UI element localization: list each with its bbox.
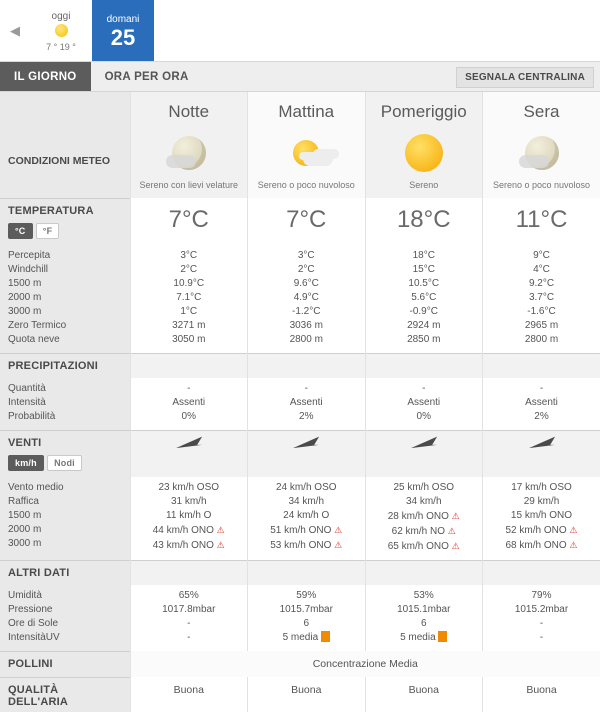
temperature-values-sera: [483, 245, 600, 354]
pollen-row: [0, 651, 600, 677]
other-spacer-sera: [483, 560, 600, 585]
value-wind-3000m-wrap: [485, 538, 598, 553]
value-wind-1500m: 11 km/h O: [166, 509, 212, 521]
other-detail-row: [0, 585, 600, 652]
other-spacer-mattina: [248, 560, 366, 585]
warning-icon: ⚠: [451, 540, 460, 551]
row-label-altri-dati: ALTRI DATI: [0, 560, 130, 585]
precip-spacer-notte: [130, 353, 248, 378]
value-intensita-uv: 5 media: [282, 631, 319, 643]
precip-spacer-pomeriggio: [365, 353, 483, 378]
unit-celsius[interactable]: °C: [8, 223, 33, 239]
value-quantita: -: [187, 382, 191, 394]
other-values-mattina: [248, 585, 366, 652]
value-probabilita: 0%: [416, 410, 431, 422]
air-quality-mattina: Buona: [248, 677, 366, 712]
big-temp-sera: 11°C: [483, 198, 600, 245]
value-wind-3000m: 65 km/h ONO: [387, 540, 449, 552]
wind-arrow-cell-notte: [130, 430, 248, 477]
value-quota-neve: 3050 m: [172, 333, 206, 345]
warning-icon: ⚠: [334, 539, 343, 550]
value-umidita: 53%: [413, 589, 434, 601]
warning-icon: ⚠: [334, 524, 343, 535]
value-wind-2000m-wrap: [368, 524, 481, 539]
sun-icon: [55, 23, 68, 41]
value-wind-2000m-wrap: [133, 523, 246, 538]
air-quality-pomeriggio: Buona: [365, 677, 483, 712]
value-wind-1500m: 15 km/h ONO: [510, 509, 573, 521]
day-number: 25: [110, 24, 136, 50]
value-percepita: 3°C: [297, 249, 315, 261]
winds-values-mattina: [248, 477, 366, 561]
value-windchill: 15°C: [412, 263, 435, 275]
row-label-pollini: POLLINI: [0, 651, 130, 677]
row-label-temperatura: [0, 198, 130, 245]
label-2000m: 2000 m: [8, 291, 42, 303]
column-header-sera: Sera: [483, 92, 600, 126]
value-2000m: 7.1°C: [176, 291, 202, 303]
value-quantita: -: [422, 382, 426, 394]
condition-description: Sereno: [409, 180, 439, 190]
label-3000m: 3000 m: [8, 305, 42, 317]
value-pressione: 1015.7mbar: [279, 603, 333, 615]
row-label-precipitazioni: PRECIPITAZIONI: [0, 353, 130, 378]
value-zero-termico: 2965 m: [524, 319, 559, 331]
value-percepita: 9°C: [533, 249, 550, 261]
other-labels: [0, 585, 130, 652]
label-wind-1500m: 1500 m: [8, 509, 42, 521]
value-wind-3000m-wrap: [250, 538, 363, 553]
value-vento-medio: 17 km/h OSO: [511, 481, 572, 493]
value-wind-3000m: 53 km/h ONO: [270, 539, 332, 551]
value-probabilita: 2%: [299, 410, 314, 422]
forecast-table: [0, 92, 600, 712]
value-umidita: 65%: [178, 589, 199, 601]
winds-detail-row: [0, 477, 600, 561]
sun-cloud-icon: [250, 130, 363, 176]
other-section-row: [0, 560, 600, 585]
row-label-conditions: CONDIZIONI METEO: [0, 92, 130, 198]
moon-cloud-icon: [485, 130, 598, 176]
condition-cell-sera: [483, 126, 600, 198]
column-header-notte: Notte: [130, 92, 248, 126]
label-pressione: Pressione: [8, 603, 53, 615]
label-probabilita: Probabilità: [8, 410, 56, 422]
day-name: domani: [106, 13, 140, 25]
label-umidita: Umidità: [8, 589, 42, 601]
value-intensita-uv: 5 media: [400, 631, 436, 643]
winds-section-row: [0, 430, 600, 477]
value-intensita: Assenti: [407, 396, 441, 408]
label-vento-medio: Vento medio: [8, 481, 64, 493]
value-probabilita: 0%: [181, 410, 196, 422]
label-percepita: Percepita: [8, 249, 51, 261]
condition-description: Sereno con lievi velature: [139, 180, 239, 190]
value-zero-termico: 2924 m: [407, 319, 441, 331]
tab-ora-per-ora[interactable]: ORA PER ORA: [104, 70, 189, 83]
value-wind-3000m: 43 km/h ONO: [152, 539, 214, 551]
value-intensita: Assenti: [172, 396, 206, 408]
temperature-values-pomeriggio: [365, 245, 483, 354]
precip-spacer-mattina: [248, 353, 366, 378]
value-zero-termico: 3036 m: [289, 319, 323, 331]
temperature-detail-row: [0, 245, 600, 354]
value-raffica: 29 km/h: [523, 495, 560, 507]
value-raffica: 31 km/h: [170, 495, 207, 507]
column-header-pomeriggio: Pomeriggio: [365, 92, 483, 126]
value-wind-1500m: 24 km/h O: [283, 509, 330, 521]
value-wind-3000m-wrap: [368, 539, 481, 554]
value-wind-2000m-wrap: [485, 523, 598, 538]
prev-day-arrow-icon[interactable]: ◀: [10, 22, 20, 38]
value-wind-3000m: 68 km/h ONO: [505, 539, 567, 551]
value-uv-wrap: [368, 631, 481, 645]
label-zero-termico: Zero Termico: [8, 319, 67, 331]
value-3000m: -0.9°C: [409, 305, 438, 317]
wind-unit-toggle[interactable]: [8, 455, 122, 471]
label-wind-2000m: 2000 m: [8, 523, 42, 535]
unit-nodi[interactable]: Nodi: [47, 455, 82, 471]
condition-description: Sereno o poco nuvoloso: [492, 180, 591, 190]
section-title: TEMPERATURA: [8, 204, 94, 217]
value-wind-2000m-wrap: [250, 523, 363, 538]
air-quality-notte: Buona: [130, 677, 248, 712]
winds-values-pomeriggio: [365, 477, 483, 561]
other-values-sera: [483, 585, 600, 652]
view-tabs: [0, 62, 600, 92]
value-ore-di-sole: 6: [303, 617, 310, 629]
value-quantita: -: [304, 382, 308, 394]
value-raffica: 34 km/h: [405, 495, 442, 507]
column-header-mattina: Mattina: [248, 92, 366, 126]
precipitation-detail-row: [0, 378, 600, 431]
value-intensita-uv: -: [539, 631, 544, 643]
value-vento-medio: 25 km/h OSO: [393, 481, 455, 493]
label-intensita: Intensità: [8, 396, 46, 408]
warning-icon: ⚠: [569, 524, 578, 535]
precipitation-labels: [0, 378, 130, 431]
unit-fahrenheit[interactable]: °F: [36, 223, 60, 239]
unit-kmh[interactable]: km/h: [8, 455, 44, 471]
warning-icon: ⚠: [451, 510, 460, 521]
wind-arrow-icon: [286, 431, 326, 453]
precipitation-section-row: [0, 353, 600, 378]
table-header-row: [0, 92, 600, 126]
condition-description: Sereno o poco nuvoloso: [257, 180, 355, 190]
row-label-venti: [0, 430, 130, 477]
value-intensita-uv: -: [187, 631, 191, 643]
air-quality-row: [0, 677, 600, 712]
precipitation-values-sera: [483, 378, 600, 431]
other-spacer-notte: [130, 560, 248, 585]
precipitation-values-pomeriggio: [365, 378, 483, 431]
value-vento-medio: 23 km/h OSO: [158, 481, 220, 493]
precipitation-values-notte: [130, 378, 248, 431]
tab-il-giorno[interactable]: IL GIORNO: [0, 62, 91, 91]
value-ore-di-sole: 6: [420, 617, 427, 629]
value-wind-2000m: 51 km/h ONO: [270, 524, 332, 536]
value-quantita: -: [539, 382, 544, 394]
wind-arrow-cell-pomeriggio: [365, 430, 483, 477]
value-intensita: Assenti: [525, 396, 558, 408]
label-intensita-uv: IntensitàUV: [8, 631, 60, 643]
temperature-unit-toggle[interactable]: [8, 223, 122, 239]
label-raffica: Raffica: [8, 495, 39, 507]
value-1500m: 10.9°C: [173, 277, 205, 289]
value-3000m: 1°C: [180, 305, 198, 317]
value-wind-3000m-wrap: [133, 538, 246, 553]
value-zero-termico: 3271 m: [172, 319, 206, 331]
value-quota-neve: 2800 m: [524, 333, 559, 345]
day-cell-today[interactable]: [30, 0, 92, 61]
value-3000m: -1.6°C: [527, 305, 556, 317]
value-quota-neve: 2850 m: [407, 333, 441, 345]
value-pressione: 1015.1mbar: [397, 603, 451, 615]
other-values-notte: [130, 585, 248, 652]
value-3000m: -1.2°C: [292, 305, 321, 317]
value-1500m: 9.2°C: [528, 277, 555, 289]
value-wind-2000m: 62 km/h NO: [391, 525, 445, 537]
value-probabilita: 2%: [534, 410, 549, 422]
value-vento-medio: 24 km/h OSO: [275, 481, 337, 493]
temperature-values-notte: [130, 245, 248, 354]
value-umidita: 79%: [531, 589, 552, 601]
value-quota-neve: 2800 m: [289, 333, 323, 345]
label-quantita: Quantità: [8, 382, 46, 394]
segnala-centralina-button[interactable]: SEGNALA CENTRALINA: [456, 67, 594, 88]
moon-cloud-icon: [133, 130, 246, 176]
warning-icon: ⚠: [569, 539, 578, 550]
value-windchill: 2°C: [180, 263, 198, 275]
condition-cell-pomeriggio: [365, 126, 483, 198]
value-ore-di-sole: -: [187, 617, 191, 629]
day-cell-tomorrow[interactable]: [92, 0, 154, 61]
warning-icon: ⚠: [216, 539, 225, 550]
value-pressione: 1017.8mbar: [162, 603, 216, 615]
other-values-pomeriggio: [365, 585, 483, 652]
winds-values-notte: [130, 477, 248, 561]
winds-labels: [0, 477, 130, 561]
temperature-detail-labels: [0, 245, 130, 354]
warning-icon: ⚠: [216, 524, 225, 535]
big-temp-pomeriggio: 18°C: [365, 198, 483, 245]
big-temp-mattina: 7°C: [248, 198, 366, 245]
condition-cell-mattina: [248, 126, 366, 198]
label-ore-di-sole: Ore di Sole: [8, 617, 59, 629]
value-percepita: 18°C: [412, 249, 435, 261]
warning-icon: ⚠: [447, 525, 456, 536]
uv-bar-indicator: [438, 631, 447, 642]
condition-cell-notte: [130, 126, 248, 198]
value-wind-1500m-wrap: [368, 509, 481, 524]
other-spacer-pomeriggio: [365, 560, 483, 585]
label-quota-neve: Quota neve: [8, 333, 60, 345]
value-wind-1500m: 28 km/h ONO: [387, 510, 449, 522]
value-2000m: 3.7°C: [528, 291, 555, 303]
value-percepita: 3°C: [180, 249, 198, 261]
value-2000m: 5.6°C: [411, 291, 437, 303]
sun-icon: [368, 130, 481, 176]
day-temps: 7 ° 19 °: [46, 41, 76, 52]
pollen-value: Concentrazione Media: [130, 651, 600, 677]
wind-arrow-icon: [404, 431, 444, 453]
precip-spacer-sera: [483, 353, 600, 378]
value-windchill: 2°C: [297, 263, 315, 275]
uv-bar-indicator: [321, 631, 330, 642]
value-2000m: 4.9°C: [293, 291, 319, 303]
label-1500m: 1500 m: [8, 277, 42, 289]
big-temp-notte: 7°C: [130, 198, 248, 245]
temperature-values-mattina: [248, 245, 366, 354]
value-umidita: 59%: [296, 589, 317, 601]
temperature-section-row: [0, 198, 600, 245]
wind-arrow-icon: [522, 431, 562, 453]
value-uv-wrap: [250, 631, 363, 645]
wind-arrow-icon: [169, 431, 209, 453]
value-wind-2000m: 44 km/h ONO: [152, 524, 214, 536]
row-label-qualita-aria: QUALITÀ DELL'ARIA: [0, 677, 130, 712]
day-strip: [0, 0, 600, 62]
section-title: VENTI: [8, 436, 42, 449]
value-windchill: 4°C: [533, 263, 550, 275]
value-intensita: Assenti: [289, 396, 323, 408]
day-name: oggi: [51, 10, 71, 22]
value-ore-di-sole: -: [539, 617, 544, 629]
value-raffica: 34 km/h: [288, 495, 325, 507]
wind-arrow-cell-sera: [483, 430, 600, 477]
winds-values-sera: [483, 477, 600, 561]
label-wind-3000m: 3000 m: [8, 537, 42, 549]
wind-arrow-cell-mattina: [248, 430, 366, 477]
value-wind-2000m: 52 km/h ONO: [505, 524, 567, 536]
value-1500m: 9.6°C: [293, 277, 319, 289]
value-1500m: 10.5°C: [408, 277, 440, 289]
air-quality-sera: Buona: [483, 677, 600, 712]
label-windchill: Windchill: [8, 263, 49, 275]
precipitation-values-mattina: [248, 378, 366, 431]
value-pressione: 1015.2mbar: [514, 603, 569, 615]
